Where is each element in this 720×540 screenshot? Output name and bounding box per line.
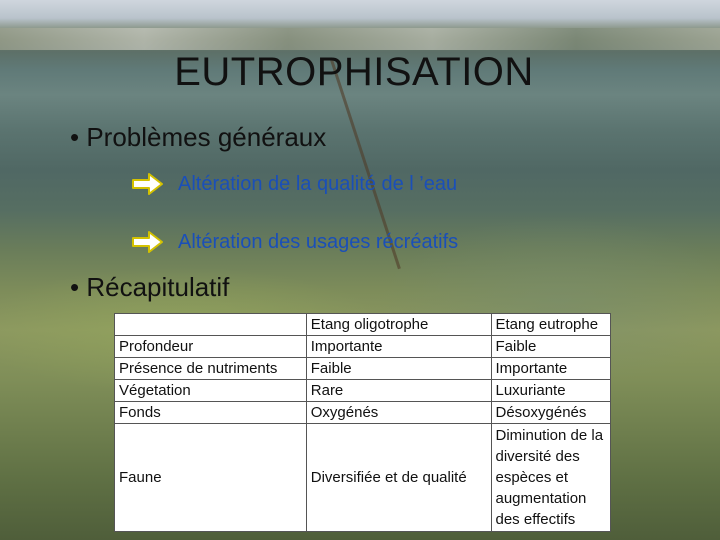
table-row	[115, 424, 611, 532]
table-cell: Importante	[306, 336, 491, 358]
table-cell: Diversifiée et de qualité	[306, 424, 491, 532]
table-cell: Rare	[306, 380, 491, 402]
table-row	[115, 336, 611, 358]
sub-item-label: Altération de la qualité de l ’eau	[178, 172, 458, 195]
table-cell: Végetation	[115, 380, 307, 402]
table-cell: Faible	[306, 358, 491, 380]
table-row	[115, 358, 611, 380]
sub-item-qualite-eau	[132, 170, 457, 198]
table-row	[115, 380, 611, 402]
sub-item-label: Altération des usages récréatifs	[178, 230, 459, 253]
table-cell: Oxygénés	[306, 402, 491, 424]
table-header-row	[115, 314, 611, 336]
sub-item-usages-recreatifs	[132, 228, 458, 256]
table-cell: Désoxygénés	[491, 402, 611, 424]
right-arrow-icon	[132, 229, 164, 255]
table-header-cell: Etang oligotrophe	[306, 314, 491, 336]
table-header-cell: Etang eutrophe	[491, 314, 611, 336]
table-header-cell	[115, 314, 307, 336]
background-shoreline	[0, 28, 720, 50]
table-cell: Profondeur	[115, 336, 307, 358]
table-cell: Présence de nutriments	[115, 358, 307, 380]
table-cell: Importante	[491, 358, 611, 380]
right-arrow-icon	[132, 171, 164, 197]
table-row	[115, 402, 611, 424]
bullet-problemes-generaux: • Problèmes généraux	[70, 122, 327, 152]
table-cell: Fonds	[115, 402, 307, 424]
table-cell: Faible	[491, 336, 611, 358]
slide-title: EUTROPHISATION	[174, 50, 534, 94]
bullet-recapitulatif: • Récapitulatif	[70, 272, 230, 302]
recap-table	[114, 313, 611, 532]
table-cell: Faune	[115, 424, 307, 532]
table-cell: Luxuriante	[491, 380, 611, 402]
table-cell: Diminution de la diversité des espèces et augmentation des effectifs	[491, 424, 611, 532]
